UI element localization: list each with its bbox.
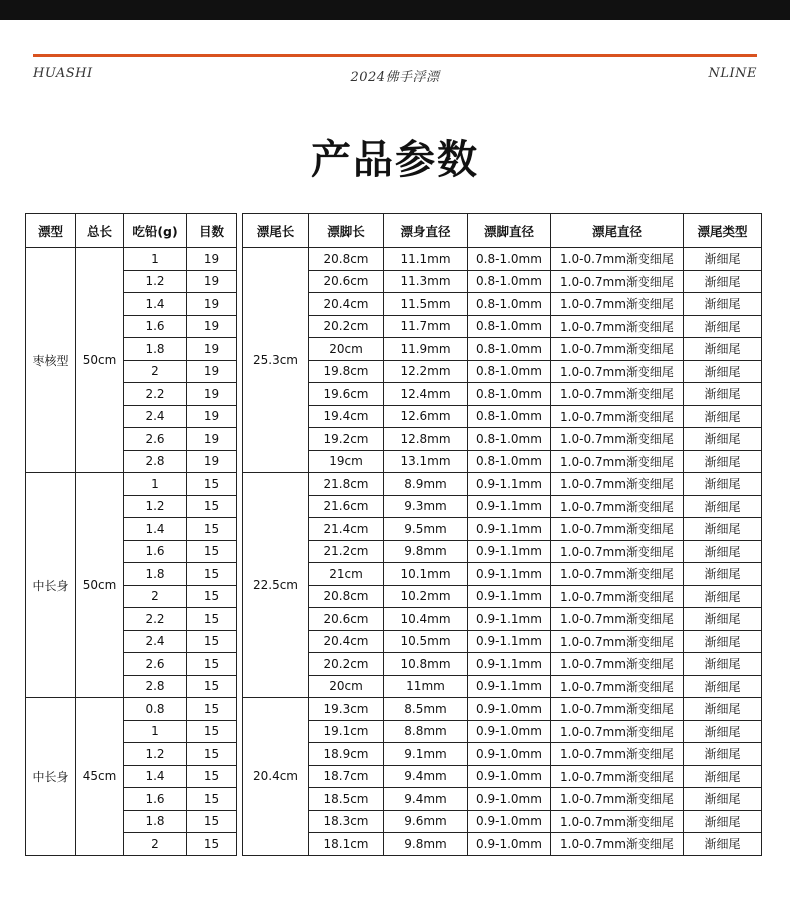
tail-diameter-cell: 1.0-0.7mm渐变细尾 [551, 338, 684, 361]
table-row [26, 585, 762, 608]
body-diameter-cell: 9.1mm [384, 743, 468, 766]
tail-type-cell: 渐细尾 [684, 293, 762, 316]
body-diameter-cell: 13.1mm [384, 450, 468, 473]
tail-diameter-cell: 1.0-0.7mm渐变细尾 [551, 698, 684, 721]
table-row [26, 360, 762, 383]
lead-cell: 2.8 [124, 450, 187, 473]
mesh-cell: 19 [187, 450, 237, 473]
tail-diameter-cell: 1.0-0.7mm渐变细尾 [551, 495, 684, 518]
foot-length-cell: 18.9cm [309, 743, 384, 766]
lead-cell: 2 [124, 360, 187, 383]
tail-type-cell: 渐细尾 [684, 675, 762, 698]
foot-diameter-cell: 0.9-1.1mm [468, 473, 551, 496]
header-cell-tail-length: 漂尾长 [243, 214, 309, 248]
foot-diameter-cell: 0.9-1.0mm [468, 698, 551, 721]
table-row [26, 338, 762, 361]
foot-length-cell: 18.5cm [309, 788, 384, 811]
total-length-cell: 50cm [76, 248, 124, 473]
tail-type-cell: 渐细尾 [684, 630, 762, 653]
tail-type-cell: 渐细尾 [684, 360, 762, 383]
foot-length-cell: 19cm [309, 450, 384, 473]
tail-diameter-cell: 1.0-0.7mm渐变细尾 [551, 630, 684, 653]
lead-cell: 2.4 [124, 405, 187, 428]
tail-length-cell: 25.3cm [243, 248, 309, 473]
lead-cell: 2 [124, 833, 187, 856]
float-type-cell: 枣核型 [26, 248, 76, 473]
tail-diameter-cell: 1.0-0.7mm渐变细尾 [551, 765, 684, 788]
foot-diameter-cell: 0.9-1.1mm [468, 495, 551, 518]
spec-table-body [26, 248, 762, 856]
foot-diameter-cell: 0.9-1.1mm [468, 653, 551, 676]
tail-diameter-cell: 1.0-0.7mm渐变细尾 [551, 653, 684, 676]
tail-diameter-cell: 1.0-0.7mm渐变细尾 [551, 473, 684, 496]
table-row [26, 608, 762, 631]
table-row [26, 698, 762, 721]
lead-cell: 1.8 [124, 810, 187, 833]
foot-diameter-cell: 0.9-1.1mm [468, 585, 551, 608]
foot-length-cell: 19.6cm [309, 383, 384, 406]
mesh-cell: 15 [187, 473, 237, 496]
mesh-cell: 19 [187, 270, 237, 293]
lead-cell: 2.2 [124, 383, 187, 406]
body-diameter-cell: 11mm [384, 675, 468, 698]
table-row [26, 270, 762, 293]
table-row [26, 563, 762, 586]
mesh-cell: 15 [187, 743, 237, 766]
mesh-cell: 15 [187, 833, 237, 856]
table-row [26, 540, 762, 563]
lead-cell: 2.8 [124, 675, 187, 698]
foot-diameter-cell: 0.8-1.0mm [468, 293, 551, 316]
tail-diameter-cell: 1.0-0.7mm渐变细尾 [551, 743, 684, 766]
foot-length-cell: 19.3cm [309, 698, 384, 721]
body-diameter-cell: 8.9mm [384, 473, 468, 496]
mesh-cell: 15 [187, 720, 237, 743]
header-cell-lead: 吃铅(g) [124, 214, 187, 248]
body-diameter-cell: 9.4mm [384, 765, 468, 788]
tail-type-cell: 渐细尾 [684, 473, 762, 496]
tail-type-cell: 渐细尾 [684, 563, 762, 586]
tail-type-cell: 渐细尾 [684, 338, 762, 361]
lead-cell: 2.6 [124, 428, 187, 451]
lead-cell: 1.4 [124, 765, 187, 788]
foot-diameter-cell: 0.8-1.0mm [468, 428, 551, 451]
foot-diameter-cell: 0.9-1.1mm [468, 630, 551, 653]
mesh-cell: 15 [187, 788, 237, 811]
foot-diameter-cell: 0.9-1.1mm [468, 608, 551, 631]
tail-type-cell: 渐细尾 [684, 428, 762, 451]
foot-length-cell: 21.8cm [309, 473, 384, 496]
tail-diameter-cell: 1.0-0.7mm渐变细尾 [551, 788, 684, 811]
tail-type-cell: 渐细尾 [684, 810, 762, 833]
mesh-cell: 15 [187, 630, 237, 653]
table-row [26, 293, 762, 316]
tail-type-cell: 渐细尾 [684, 743, 762, 766]
tail-type-cell: 渐细尾 [684, 788, 762, 811]
body-diameter-cell: 9.4mm [384, 788, 468, 811]
mesh-cell: 15 [187, 495, 237, 518]
brand-right: NLINE [708, 66, 757, 81]
brand-left: HUASHI [33, 66, 93, 81]
table-row [26, 428, 762, 451]
top-dark-band [0, 0, 790, 20]
lead-cell: 1.6 [124, 788, 187, 811]
lead-cell: 2.6 [124, 653, 187, 676]
mesh-cell: 15 [187, 653, 237, 676]
tail-diameter-cell: 1.0-0.7mm渐变细尾 [551, 270, 684, 293]
foot-length-cell: 18.3cm [309, 810, 384, 833]
page-title: 产品参数 [311, 137, 479, 183]
foot-diameter-cell: 0.9-1.1mm [468, 563, 551, 586]
mesh-cell: 19 [187, 428, 237, 451]
mesh-cell: 15 [187, 675, 237, 698]
foot-length-cell: 19.8cm [309, 360, 384, 383]
tail-type-cell: 渐细尾 [684, 518, 762, 541]
mesh-cell: 15 [187, 518, 237, 541]
lead-cell: 2.4 [124, 630, 187, 653]
body-diameter-cell: 10.4mm [384, 608, 468, 631]
mesh-cell: 15 [187, 810, 237, 833]
tail-type-cell: 渐细尾 [684, 765, 762, 788]
body-diameter-cell: 9.8mm [384, 833, 468, 856]
lead-cell: 1 [124, 720, 187, 743]
foot-diameter-cell: 0.9-1.0mm [468, 720, 551, 743]
body-diameter-cell: 11.3mm [384, 270, 468, 293]
tail-length-cell: 20.4cm [243, 698, 309, 856]
tail-type-cell: 渐细尾 [684, 608, 762, 631]
foot-diameter-cell: 0.9-1.1mm [468, 675, 551, 698]
body-diameter-cell: 11.7mm [384, 315, 468, 338]
table-row [26, 743, 762, 766]
body-diameter-cell: 9.8mm [384, 540, 468, 563]
foot-diameter-cell: 0.9-1.0mm [468, 810, 551, 833]
table-row [26, 788, 762, 811]
table-row [26, 653, 762, 676]
tail-type-cell: 渐细尾 [684, 315, 762, 338]
tail-diameter-cell: 1.0-0.7mm渐变细尾 [551, 608, 684, 631]
tail-type-cell: 渐细尾 [684, 720, 762, 743]
tail-type-cell: 渐细尾 [684, 653, 762, 676]
header-cell-body-diameter: 漂身直径 [384, 214, 468, 248]
mesh-cell: 15 [187, 540, 237, 563]
tail-diameter-cell: 1.0-0.7mm渐变细尾 [551, 248, 684, 271]
body-diameter-cell: 8.5mm [384, 698, 468, 721]
foot-length-cell: 20.4cm [309, 293, 384, 316]
foot-length-cell: 21.2cm [309, 540, 384, 563]
lead-cell: 0.8 [124, 698, 187, 721]
foot-diameter-cell: 0.9-1.0mm [468, 765, 551, 788]
foot-length-cell: 20.2cm [309, 315, 384, 338]
lead-cell: 1.2 [124, 270, 187, 293]
lead-cell: 2 [124, 585, 187, 608]
table-row [26, 518, 762, 541]
tail-diameter-cell: 1.0-0.7mm渐变细尾 [551, 810, 684, 833]
tail-diameter-cell: 1.0-0.7mm渐变细尾 [551, 428, 684, 451]
body-diameter-cell: 10.1mm [384, 563, 468, 586]
tail-diameter-cell: 1.0-0.7mm渐变细尾 [551, 360, 684, 383]
tail-diameter-cell: 1.0-0.7mm渐变细尾 [551, 585, 684, 608]
tail-type-cell: 渐细尾 [684, 450, 762, 473]
tail-type-cell: 渐细尾 [684, 383, 762, 406]
foot-length-cell: 20.4cm [309, 630, 384, 653]
mesh-cell: 19 [187, 293, 237, 316]
lead-cell: 1.6 [124, 540, 187, 563]
total-length-cell: 50cm [76, 473, 124, 698]
brand-center: 2024佛手浮漂 [350, 70, 440, 85]
tail-diameter-cell: 1.0-0.7mm渐变细尾 [551, 540, 684, 563]
table-row [26, 383, 762, 406]
mesh-cell: 15 [187, 765, 237, 788]
tail-type-cell: 渐细尾 [684, 248, 762, 271]
body-diameter-cell: 11.1mm [384, 248, 468, 271]
tail-diameter-cell: 1.0-0.7mm渐变细尾 [551, 405, 684, 428]
foot-length-cell: 19.1cm [309, 720, 384, 743]
foot-diameter-cell: 0.9-1.1mm [468, 518, 551, 541]
table-row [26, 833, 762, 856]
lead-cell: 1.8 [124, 563, 187, 586]
mesh-cell: 19 [187, 360, 237, 383]
header-cell-length: 总长 [76, 214, 124, 248]
foot-diameter-cell: 0.9-1.0mm [468, 743, 551, 766]
foot-length-cell: 20.2cm [309, 653, 384, 676]
foot-length-cell: 21.6cm [309, 495, 384, 518]
table-row [26, 720, 762, 743]
table-row [26, 765, 762, 788]
header-cell-tail-diameter: 漂尾直径 [551, 214, 684, 248]
mesh-cell: 15 [187, 563, 237, 586]
foot-length-cell: 20cm [309, 338, 384, 361]
lead-cell: 1 [124, 473, 187, 496]
table-row [26, 315, 762, 338]
foot-length-cell: 20.6cm [309, 608, 384, 631]
lead-cell: 1 [124, 248, 187, 271]
tail-diameter-cell: 1.0-0.7mm渐变细尾 [551, 450, 684, 473]
foot-length-cell: 21.4cm [309, 518, 384, 541]
foot-diameter-cell: 0.9-1.1mm [468, 540, 551, 563]
tail-type-cell: 渐细尾 [684, 405, 762, 428]
table-row [26, 248, 762, 271]
table-row [26, 495, 762, 518]
mesh-cell: 19 [187, 383, 237, 406]
float-type-cell: 中长身 [26, 473, 76, 698]
body-diameter-cell: 9.5mm [384, 518, 468, 541]
mesh-cell: 19 [187, 338, 237, 361]
tail-type-cell: 渐细尾 [684, 540, 762, 563]
foot-diameter-cell: 0.8-1.0mm [468, 270, 551, 293]
foot-diameter-cell: 0.8-1.0mm [468, 450, 551, 473]
body-diameter-cell: 12.4mm [384, 383, 468, 406]
body-diameter-cell: 10.8mm [384, 653, 468, 676]
body-diameter-cell: 10.5mm [384, 630, 468, 653]
tail-type-cell: 渐细尾 [684, 495, 762, 518]
header-cell-tail-type: 漂尾类型 [684, 214, 762, 248]
float-type-cell: 中长身 [26, 698, 76, 856]
foot-length-cell: 18.7cm [309, 765, 384, 788]
foot-length-cell: 20.8cm [309, 585, 384, 608]
body-diameter-cell: 8.8mm [384, 720, 468, 743]
table-row [26, 405, 762, 428]
lead-cell: 2.2 [124, 608, 187, 631]
foot-length-cell: 21cm [309, 563, 384, 586]
tail-diameter-cell: 1.0-0.7mm渐变细尾 [551, 833, 684, 856]
foot-diameter-cell: 0.8-1.0mm [468, 315, 551, 338]
lead-cell: 1.4 [124, 293, 187, 316]
body-diameter-cell: 12.8mm [384, 428, 468, 451]
header-row [26, 214, 762, 248]
table-row [26, 675, 762, 698]
tail-diameter-cell: 1.0-0.7mm渐变细尾 [551, 720, 684, 743]
tail-diameter-cell: 1.0-0.7mm渐变细尾 [551, 518, 684, 541]
tail-diameter-cell: 1.0-0.7mm渐变细尾 [551, 563, 684, 586]
tail-type-cell: 渐细尾 [684, 698, 762, 721]
foot-diameter-cell: 0.9-1.0mm [468, 833, 551, 856]
header-cell-foot-diameter: 漂脚直径 [468, 214, 551, 248]
header-cell-foot-length: 漂脚长 [309, 214, 384, 248]
table-row [26, 473, 762, 496]
mesh-cell: 19 [187, 405, 237, 428]
orange-divider [33, 54, 757, 57]
tail-diameter-cell: 1.0-0.7mm渐变细尾 [551, 383, 684, 406]
lead-cell: 1.2 [124, 743, 187, 766]
foot-length-cell: 18.1cm [309, 833, 384, 856]
body-diameter-cell: 9.3mm [384, 495, 468, 518]
body-diameter-cell: 11.9mm [384, 338, 468, 361]
tail-diameter-cell: 1.0-0.7mm渐变细尾 [551, 293, 684, 316]
tail-type-cell: 渐细尾 [684, 585, 762, 608]
mesh-cell: 15 [187, 608, 237, 631]
foot-length-cell: 19.2cm [309, 428, 384, 451]
foot-diameter-cell: 0.8-1.0mm [468, 405, 551, 428]
header-cell-type: 漂型 [26, 214, 76, 248]
header-cell-mesh: 目数 [187, 214, 237, 248]
table-row [26, 810, 762, 833]
tail-diameter-cell: 1.0-0.7mm渐变细尾 [551, 675, 684, 698]
lead-cell: 1.2 [124, 495, 187, 518]
mesh-cell: 19 [187, 248, 237, 271]
total-length-cell: 45cm [76, 698, 124, 856]
body-diameter-cell: 12.6mm [384, 405, 468, 428]
foot-diameter-cell: 0.8-1.0mm [468, 248, 551, 271]
lead-cell: 1.6 [124, 315, 187, 338]
spec-table [25, 213, 762, 856]
mesh-cell: 15 [187, 698, 237, 721]
mesh-cell: 19 [187, 315, 237, 338]
foot-diameter-cell: 0.9-1.0mm [468, 788, 551, 811]
tail-type-cell: 渐细尾 [684, 833, 762, 856]
foot-length-cell: 19.4cm [309, 405, 384, 428]
foot-diameter-cell: 0.8-1.0mm [468, 383, 551, 406]
foot-diameter-cell: 0.8-1.0mm [468, 338, 551, 361]
body-diameter-cell: 10.2mm [384, 585, 468, 608]
tail-diameter-cell: 1.0-0.7mm渐变细尾 [551, 315, 684, 338]
foot-length-cell: 20.8cm [309, 248, 384, 271]
table-row [26, 630, 762, 653]
mesh-cell: 15 [187, 585, 237, 608]
lead-cell: 1.8 [124, 338, 187, 361]
tail-length-cell: 22.5cm [243, 473, 309, 698]
body-diameter-cell: 11.5mm [384, 293, 468, 316]
tail-type-cell: 渐细尾 [684, 270, 762, 293]
foot-diameter-cell: 0.8-1.0mm [468, 360, 551, 383]
foot-length-cell: 20.6cm [309, 270, 384, 293]
body-diameter-cell: 9.6mm [384, 810, 468, 833]
lead-cell: 1.4 [124, 518, 187, 541]
foot-length-cell: 20cm [309, 675, 384, 698]
body-diameter-cell: 12.2mm [384, 360, 468, 383]
table-row [26, 450, 762, 473]
